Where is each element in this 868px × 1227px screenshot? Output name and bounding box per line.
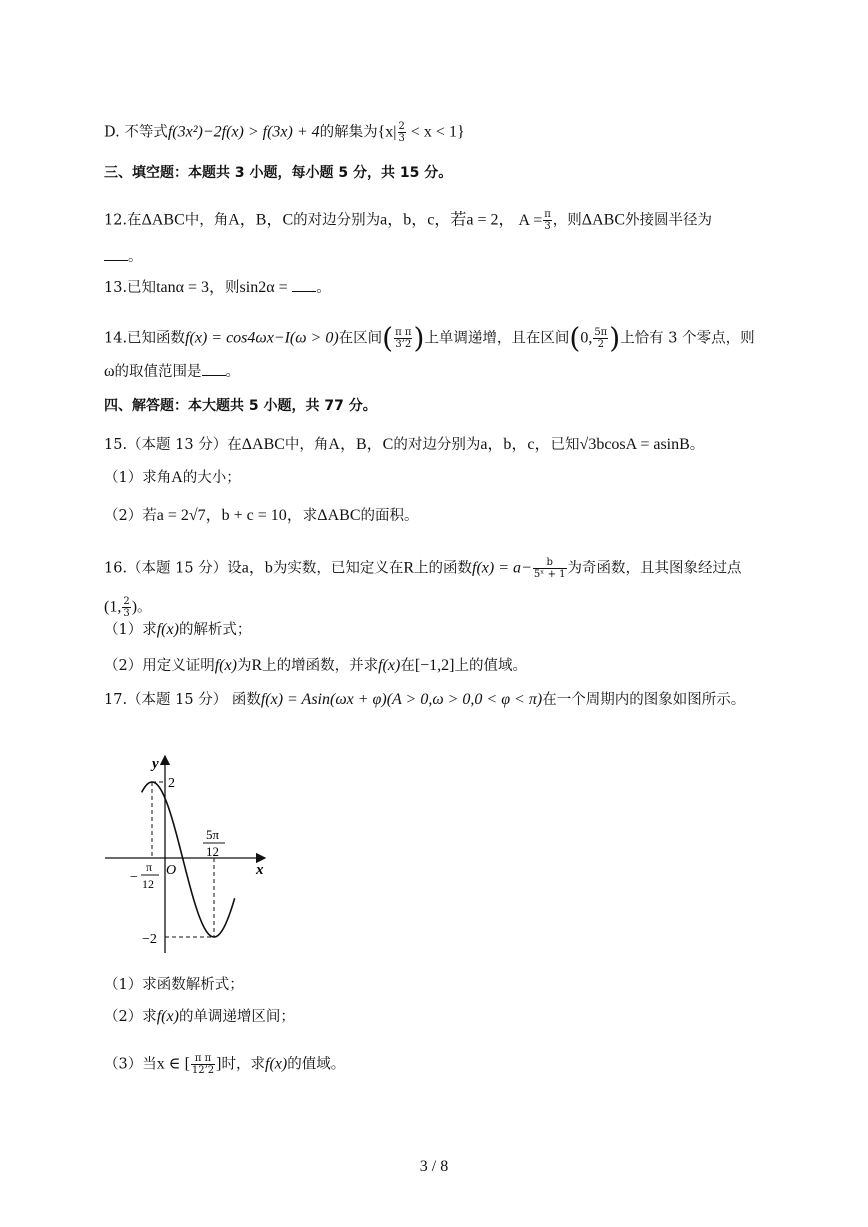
question-17-part-3: （3）当x ∈ [ $\frac{\text{π π}}{12’2}$ ]时，求f(x)的值域。 <box>104 1053 346 1076</box>
left-tick-denominator: 12 <box>142 877 154 891</box>
question-15-part-1: （1）求角A的大小； <box>104 469 241 486</box>
fraction: $\frac{2}{3}$ <box>398 121 405 144</box>
section-4-heading: 四、解答题：本大题共 5 小题，共 77 分。 <box>104 398 377 414</box>
y-max-label: 2 <box>168 776 175 791</box>
x-axis-label: x <box>256 862 264 878</box>
question-16-part-2: （2）用定义证明f(x)为R上的增函数，并求f(x)在[−1,2]上的值域。 <box>104 657 527 674</box>
question-17-part-2: （2）求f(x)的单调递增区间； <box>104 1008 295 1025</box>
right-tick-denominator: 12 <box>206 844 219 859</box>
sine-curve <box>142 782 235 937</box>
y-min-label: −2 <box>142 932 157 947</box>
question-12: 12.在ΔABC中，角A，B，C的对边分别为a，b，c，若a = 2， A = $\frac{\pi}{3}$ ，则ΔABC外接圆半径为 <box>104 209 712 232</box>
fraction: $\frac{5\pi}{2}$ <box>594 327 608 350</box>
question-16-part-1: （1）求f(x)的解析式； <box>104 621 252 638</box>
answer-blank[interactable] <box>292 277 316 292</box>
answer-blank[interactable] <box>202 361 226 376</box>
question-13: 13.已知tanα = 3，则sin2α = 。 <box>104 279 331 296</box>
answer-blank[interactable] <box>104 246 128 261</box>
question-17: 17.（本题 15 分） 函数f(x) = Asin(ωx + φ)(A > 0,ω > 0,0 < φ < π)在一个周期内的图象如图所示。 <box>104 691 746 708</box>
fraction: $\frac{2}{3}$ <box>123 596 130 619</box>
question-14: 14.已知函数f(x) = cos4ωx−I(ω > 0)在区间( $\frac{\text{π π}}{3’2}$ )上单调递增，且在区间(0, $\frac{5\pi}{2}$ )上恰有 3 个零点，则 <box>104 321 755 355</box>
fraction: $\frac{\pi}{3}$ <box>544 209 551 232</box>
question-16-point: (1, $\frac{2}{3}$ )。 <box>104 596 152 619</box>
right-tick-numerator: 5π <box>206 827 220 842</box>
question-16: 16.（本题 15 分）设a，b为实数，已知定义在R上的函数f(x) = a− $\frac{b}{\text{5ˣ + 1}}$ 为奇函数，且其图象经过点 <box>104 557 742 580</box>
left-tick-numerator: π <box>146 860 153 874</box>
fraction: $\frac{b}{\text{5ˣ + 1}}$ <box>533 557 566 580</box>
y-axis-label: y <box>152 756 159 772</box>
origin-label: O <box>166 863 177 878</box>
page-number: 3 / 8 <box>419 1158 449 1175</box>
fraction: $\frac{\text{π π}}{12’2}$ <box>191 1053 215 1076</box>
question-15-part-2: （2）若a = 2√7，b + c = 10，求ΔABC的面积。 <box>104 507 419 524</box>
question-17-part-1: （1）求函数解析式； <box>104 977 244 993</box>
q11-option-d: D. 不等式f(3x²)−2f(x) > f(3x) + 4的解集为{x| $\frac{2}{3}$ < x < 1} <box>104 121 465 144</box>
sine-graph-figure <box>100 748 300 963</box>
section-3-heading: 三、填空题：本题共 3 小题，每小题 5 分，共 15 分。 <box>104 165 453 181</box>
left-tick-sign: − <box>130 870 138 885</box>
fraction: $\frac{\text{π π}}{3’2}$ <box>395 327 412 350</box>
question-15: 15.（本题 13 分）在ΔABC中，角A，B，C的对边分别为a，b，c，已知√3bcosA = asinB。 <box>104 436 705 453</box>
question-12-blank: 。 <box>104 246 143 267</box>
question-14-line2: ω的取值范围是 。 <box>104 363 241 380</box>
